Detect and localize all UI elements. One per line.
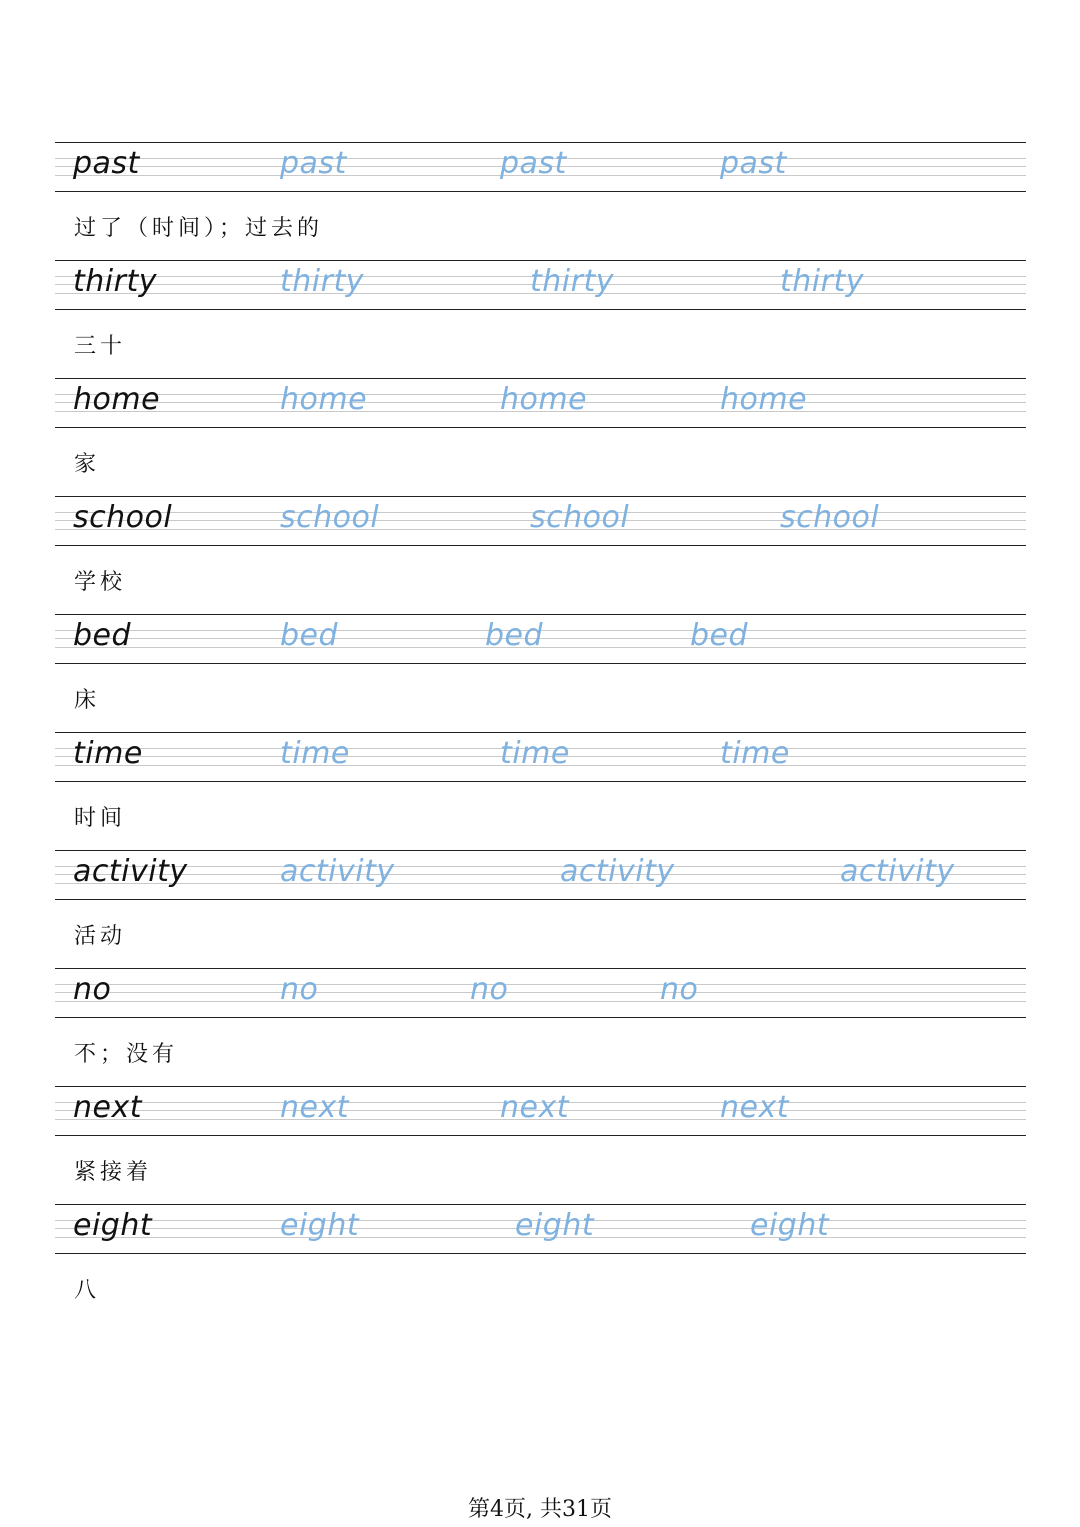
trace-word: home bbox=[720, 382, 808, 417]
guide-line bbox=[55, 1135, 1026, 1136]
guide-line bbox=[55, 899, 1026, 900]
guide-line bbox=[55, 992, 1026, 993]
practice-row bbox=[55, 968, 1026, 1018]
vocab-word: home bbox=[73, 382, 161, 417]
guide-line bbox=[55, 191, 1026, 192]
word-meaning: 家 bbox=[74, 452, 101, 477]
trace-word: home bbox=[280, 382, 368, 417]
guide-line bbox=[55, 142, 1026, 143]
guide-line bbox=[55, 545, 1026, 546]
guide-line bbox=[55, 378, 1026, 379]
guide-line bbox=[55, 1001, 1026, 1002]
practice-row bbox=[55, 732, 1026, 782]
vocab-word: next bbox=[73, 1090, 142, 1125]
vocab-word: past bbox=[73, 146, 140, 181]
guide-line bbox=[55, 984, 1026, 985]
trace-word: activity bbox=[560, 854, 675, 889]
trace-word: bed bbox=[280, 618, 339, 653]
trace-word: thirty bbox=[530, 264, 614, 299]
trace-word: next bbox=[720, 1090, 789, 1125]
vocab-word: eight bbox=[73, 1208, 153, 1243]
guide-line bbox=[55, 732, 1026, 733]
vocab-word: no bbox=[73, 972, 112, 1007]
guide-line bbox=[55, 968, 1026, 969]
guide-line bbox=[55, 427, 1026, 428]
word-meaning: 不；没有 bbox=[74, 1042, 179, 1067]
practice-row bbox=[55, 1204, 1026, 1254]
trace-word: eight bbox=[750, 1208, 830, 1243]
guide-line bbox=[55, 663, 1026, 664]
guide-line bbox=[55, 309, 1026, 310]
guide-line bbox=[55, 781, 1026, 782]
word-meaning: 八 bbox=[74, 1278, 101, 1303]
trace-word: next bbox=[280, 1090, 349, 1125]
guide-line bbox=[55, 1017, 1026, 1018]
practice-row bbox=[55, 260, 1026, 310]
guide-line bbox=[55, 260, 1026, 261]
guide-line bbox=[55, 1253, 1026, 1254]
trace-word: bed bbox=[690, 618, 749, 653]
trace-word: no bbox=[280, 972, 319, 1007]
trace-word: thirty bbox=[780, 264, 864, 299]
guide-line bbox=[55, 496, 1026, 497]
practice-row bbox=[55, 1086, 1026, 1136]
practice-row bbox=[55, 614, 1026, 664]
trace-word: time bbox=[280, 736, 350, 771]
word-meaning: 床 bbox=[74, 688, 101, 713]
trace-word: time bbox=[720, 736, 790, 771]
practice-row bbox=[55, 378, 1026, 428]
guide-line bbox=[55, 850, 1026, 851]
vocab-word: time bbox=[73, 736, 143, 771]
trace-word: school bbox=[530, 500, 630, 535]
word-meaning: 过了（时间）；过去的 bbox=[74, 216, 324, 241]
practice-row bbox=[55, 142, 1026, 192]
trace-word: eight bbox=[515, 1208, 595, 1243]
trace-word: bed bbox=[485, 618, 544, 653]
trace-word: activity bbox=[280, 854, 395, 889]
vocab-word: thirty bbox=[73, 264, 157, 299]
word-meaning: 学校 bbox=[74, 570, 127, 595]
vocab-word: activity bbox=[73, 854, 188, 889]
vocab-word: school bbox=[73, 500, 173, 535]
practice-row bbox=[55, 496, 1026, 546]
practice-row bbox=[55, 850, 1026, 900]
trace-word: school bbox=[780, 500, 880, 535]
guide-line bbox=[55, 1204, 1026, 1205]
guide-line bbox=[55, 1086, 1026, 1087]
trace-word: past bbox=[500, 146, 567, 181]
word-meaning: 活动 bbox=[74, 924, 127, 949]
trace-word: school bbox=[280, 500, 380, 535]
trace-word: time bbox=[500, 736, 570, 771]
trace-word: no bbox=[470, 972, 509, 1007]
trace-word: past bbox=[720, 146, 787, 181]
trace-word: home bbox=[500, 382, 588, 417]
trace-word: next bbox=[500, 1090, 569, 1125]
word-meaning: 紧接着 bbox=[74, 1160, 153, 1185]
trace-word: activity bbox=[840, 854, 955, 889]
trace-word: thirty bbox=[280, 264, 364, 299]
trace-word: eight bbox=[280, 1208, 360, 1243]
word-meaning: 三十 bbox=[74, 334, 127, 359]
guide-line bbox=[55, 614, 1026, 615]
trace-word: past bbox=[280, 146, 347, 181]
page-number: 第4页, 共31页 bbox=[468, 1497, 612, 1522]
word-meaning: 时间 bbox=[74, 806, 127, 831]
trace-word: no bbox=[660, 972, 699, 1007]
vocab-word: bed bbox=[73, 618, 132, 653]
